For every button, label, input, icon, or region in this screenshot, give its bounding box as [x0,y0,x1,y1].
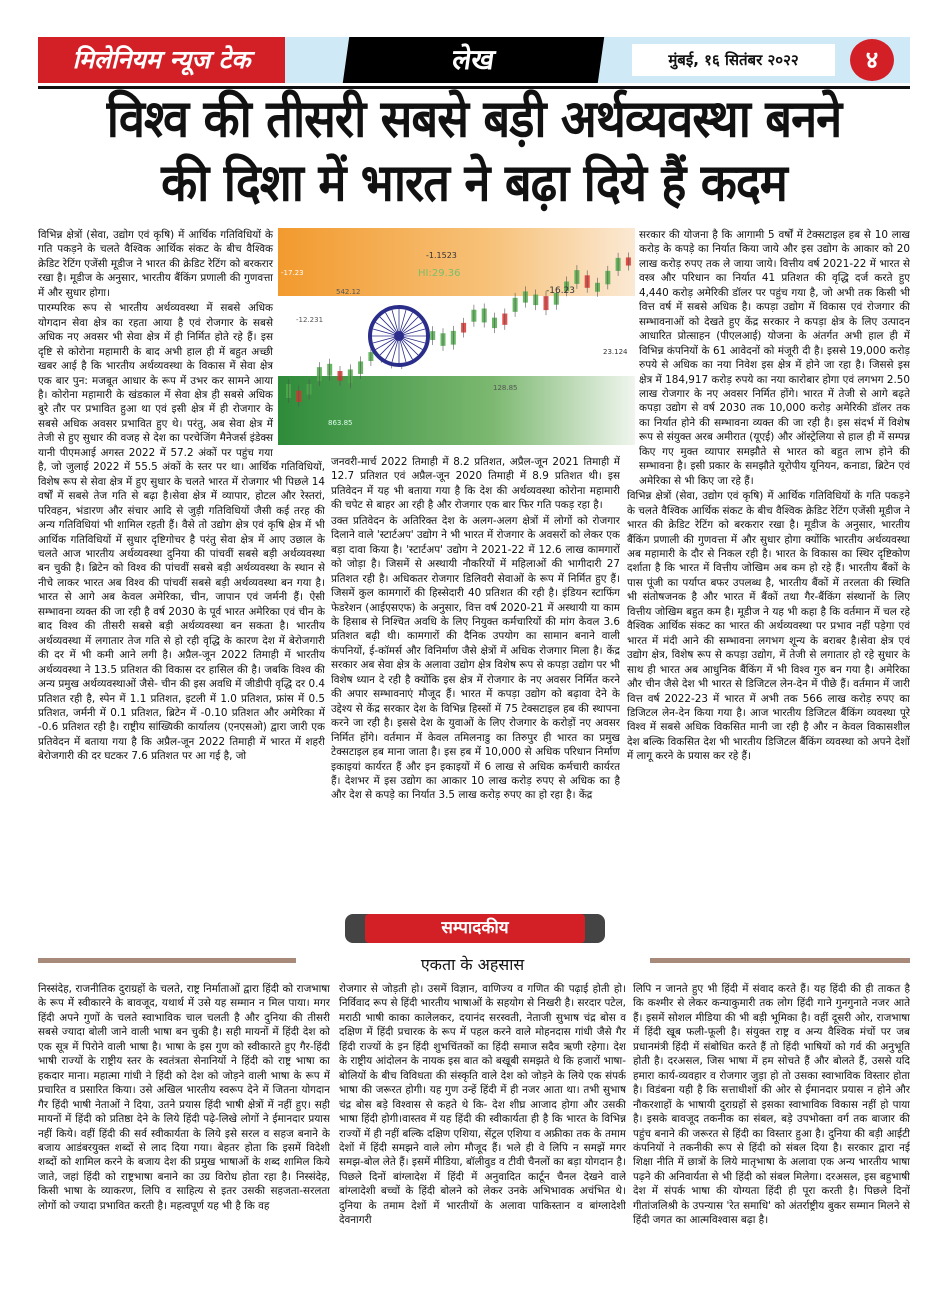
article-column-1 [38,228,325,906]
editorial-column-1 [38,982,330,1262]
paragraph: उक्त प्रतिवेदन के अतिरिक्त देश के अलग-अलग क्षेत्रों में लोगों को रोजगार दिलाने वाले 'स्टार्टअप' उद्योग ने भी भारत में रोजगार के अवसरों को लेकर एक बड़ा दावा किया है। 'स्टार्टअप' उद्योग ने 2021-22 में 12.6 लाख कामगारों को जोड़ा है। जिसमें से अस्थायी नौकरियों में महिलाओं की भागीदारी 27 प्रतिशत रही है। अधिकतर रोजगार डिलिवरी सेवाओं के रूप में निर्मित हुए हैं। जिसमें कुल कामगारों की हिस्सेदारी 40 प्रतिशत की रही है। इंडियन स्टाफिंग फेडरेशन (आईएसएफ) के अनुसार, वित्त वर्ष 2020-21 में अस्थायी या काम के हिसाब से निश्चित अवधि के लिए नियुक्त कर्मचारियों की मांग केवल 3.6 प्रतिशत बढ़ी थी। कामगारों की दैनिक उपयोग का सामान बनाने वाली कंपनियों, ई-कॉमर्स और विनिर्माण जैसे क्षेत्रों में अधिक रोजगार मिला है। केंद्र सरकार अब सेवा क्षेत्र के अलावा उद्योग क्षेत्र विशेष रूप से कपड़ा उद्योग पर भी विशेष ध्यान दे रही है क्योंकि इस क्षेत्र में रोजगार के नए अवसर निर्मित करने की अपार सम्भावनाएं मौजूद हैं। भारत में कपड़ा उद्योग को बढ़ावा देने के उद्देश्य से केंद्र सरकार देश के विभिन्न हिस्सों में 75 टेक्सटाइल हब की स्थापना करने जा रही है। इससे देश के युवाओं के लिए रोजगार के करोड़ों नए अवसर निर्मित होंगे। वर्तमान में केवल तमिलनाडु का तिरुपुर ही भारत का प्रमुख टेक्सटाइल हब माना जाता है। इस हब में 10,000 से अधिक परिधान निर्माण इकाइयां कार्यरत हैं और इन इकाइयों में 6 लाख से अधिक कर्मचारी कार्यरत हैं। देशभर में इस उद्योग का आकार 10 लाख करोड़ रुपए से अधिक का है और देश से कपड़े का निर्यात 3.5 लाख करोड़ रुपए का हो रहा है। केंद्र [331,514,620,802]
photo-label: 863.85 [328,419,353,427]
newspaper-logo: मिलेनियम न्यूज टेक [38,37,285,83]
divider [38,958,296,963]
editorial-banner [345,914,605,943]
photo-label: 128.85 [493,384,518,392]
india-flag-stock-chart-image [278,228,635,445]
issue-date: मुंबई, १६ सितंबर २०२२ [632,44,835,76]
article-column-2 [331,455,620,906]
paragraph: रोजगार से जोड़ती हो। उसमें विज्ञान, वाणिज्य व गणित की पढ़ाई होती हो। निर्विवाद रूप से हिंदी भारतीय भाषाओं के सहयोग से निखरी है। सरदार पटेल, मराठी भाषी काका कालेलकर, दयानंद सरस्वती, नेताजी सुभाष चंद्र बोस व दक्षिण में हिंदी प्रचारक के रूप में पहल करने वाले मोहनदास गांधी जैसे गैर हिंदी राज्यों के इन हिंदी शुभचिंतकों का हिंदी समाज सदैव ऋणी रहेगा। देश के राष्ट्रीय आंदोलन के नायक इस बात को बखूबी समझते थे कि हजारों भाषा-बोलियों के बीच विविधता की संस्कृति वाले देश को जोड़ने के लिये एक संपर्क भाषा की जरूरत होगी। यह गुण उन्हें हिंदी में ही नजर आता था। तभी सुभाष चंद्र बोस बड़े विश्वास से कहते थे कि- देश शीघ्र आजाद होगा और उसकी भाषा हिंदी होगी।वास्तव में यह हिंदी की स्वीकार्यता ही है कि भारत के विभिन्न राज्यों में ही नहीं बल्कि दक्षिण एशिया, सेंट्रल एशिया व अफ्रीका तक के तमाम देशों में हिंदी समझने वाले लोग मौजूद हैं। भले ही वे लिपि न समझें मगर समझ-बोल लेते हैं। इसमें मीडिया, बॉलीवुड व टीवी चैनलों का बड़ा योगदान है। पिछले दिनों बांग्लादेश में हिंदी में अनुवादित कार्टून चैनल देखने वाले बांग्लादेशी बच्चों के हिंदी बोलने को लेकर उनके अभिभावक अचंभित थे। दुनिया के तमाम देशों में भारतीयों के अलावा पाकिस्तान व बांग्लादेशी देवनागरी [339,983,626,1227]
headline-line: की दिशा में भारत ने बढ़ा दिये हैं कदम [161,153,787,214]
paragraph: विभिन्न क्षेत्रों (सेवा, उद्योग एवं कृषि) में आर्थिक गतिविधियों के गति पकड़ने के चलते वैश्विक आर्थिक संकट के बीच वैश्विक क्रेडिट रेटिंग एजेंसी मूडीज ने भारत की क्रेडिट रेटिंग को बरकरार रखा है। मूडीज के अनुसार, भारतीय बैंकिंग प्रणाली की गुणवत्ता में और सुधार होगा क्योंकि भारतीय अर्थव्यवस्था अब महामारी के दौर से निकल रही है। भारत के विकास का स्थिर दृष्टिकोण दर्शाता है कि भारत में वित्तीय जोखिम अब कम हो रहे हैं। भारतीय बैंकों के पास पूंजी का पर्याप्त बफर उपलब्ध है, भारतीय बैंकों में तरलता की स्थिति भी संतोषजनक है और भारत में बैंकों तथा गैर-बैंकिंग संस्थानों के लिए वित्तीय जोखिम बहुत कम है। मूडीज ने यह भी कहा है कि वर्तमान में चल रहे वैश्विक आर्थिक संकट का भारत की अर्थव्यवस्था पर प्रभाव नहीं पड़ेगा एवं भारत में मंदी आने की सम्भावना लगभग शून्य के बराबर है।सेवा क्षेत्र एवं उद्योग क्षेत्र, विशेष रूप से कपड़ा उद्योग, में तेजी से लगातार हो रहे सुधार के साथ ही भारत अब आधुनिक बैंकिंग में भी विश्व गुरु बन गया है। अमेरिका और चीन जैसे देश भी भारत से डिजिटल लेन-देन में पीछे हैं। वर्तमान में जारी वित्त वर्ष 2022-23 में भारत में अभी तक 566 लाख करोड़ रुपए का डिजिटल लेन-देन किया गया है। आज भारतीय डिजिटल बैंकिंग व्यवस्था पूरे विश्व में सबसे अधिक विकसित मानी जा रही है और न केवल विकासशील देश बल्कि विकसित देश भी भारतीय डिजिटल बैंकिंग व्यवस्था को अपने देशों में लागू करने के प्रयास कर रहे हैं। [627,490,910,763]
article-column-3 [627,228,910,906]
headline-line: विश्व की तीसरी सबसे बड़ी अर्थव्यवस्था बनने [106,89,842,150]
photo-label: 542.12 [336,288,361,296]
headline [38,88,910,216]
page-number: ४ [850,39,894,81]
paragraph: लिपि न जानते हुए भी हिंदी में संवाद करते हैं। यह हिंदी की ही ताकत है कि कश्मीर से लेकर कन्याकुमारी तक लोग हिंदी गाने गुनगुनाते नजर आते हैं। इसमें सोशल मीडिया की भी बड़ी भूमिका है। वहीं दूसरी ओर, राजभाषा में हिंदी खूब फली-फूली है। संयुक्त राष्ट्र व अन्य वैश्विक मंचों पर जब प्रधानमंत्री हिंदी में संबोधित करते हैं तो हिंदी भाषियों को गर्व की अनुभूति होती है। दरअसल, जिस भाषा में हम सोचते हैं और बोलते हैं, उससे यदि हमारा कार्य-व्यवहार व रोजगार जुड़ा हो तो उसका स्वाभाविक विस्तार होता है। विडंबना यही है कि सत्ताधीशों की ओर से ईमानदार प्रयास न होने और नौकरशाहों के भाषायी दुराग्रहों से इसका स्वाभाविक विकास नहीं हो पाया है। इसके बावजूद तकनीक का संबल, बड़े उपभोक्ता वर्ग तक बाजार की पहुंच बनाने की जरूरत से हिंदी का विस्तार हुआ है। दुनिया की बड़ी आईटी कंपनियों ने तकनीकी रूप से हिंदी को संबल दिया है। सरकार द्वारा नई शिक्षा नीति में छात्रों के लिये मातृभाषा के अलावा एक अन्य भारतीय भाषा पढ़ने की अनिवार्यता से भी हिंदी को संबल मिलेगा। दरअसल, इस बहुभाषी देश में संपर्क भाषा की योग्यता हिंदी ही पूरा करती है। पिछले दिनों गीतांजलिश्री के उपन्यास 'रेत समाधि' को अंतर्राष्ट्रीय बुकर सम्मान मिलने से हिंदी जगत का आत्मविश्वास बढ़ा है। [633,983,910,1227]
paragraph: विभिन्न क्षेत्रों (सेवा, उद्योग एवं कृषि) में आर्थिक गतिविधियों के गति पकड़ने के चलते वैश्विक आर्थिक संकट के बीच वैश्विक क्रेडिट रेटिंग एजेंसी मूडीज ने भारत की क्रेडिट रेटिंग को बरकरार रखा है। मूडीज के अनुसार, भारतीय बैंकिंग प्रणाली की गुणवत्ता में और सुधार होगा। [38,229,273,299]
editorial-column-2 [339,982,626,1262]
photo-label: -12.231 [296,316,324,324]
photo-label: HI:29.36 [418,268,461,279]
photo-label: -17.23 [281,269,304,277]
paragraph: पारम्परिक रूप से भारतीय अर्थव्यवस्था में सबसे अधिक योगदान सेवा क्षेत्र का रहता आया है एवं रोजगार के सबसे अधिक नए अवसर भी सेवा क्षेत्र में ही निर्मित होते रहे हैं। इस दृष्टि से कोरोना महामारी के बाद अभी हाल ही में बहुत अच्छी खबर आई है कि भारतीय अर्थव्यवस्था के विकास में सेवा क्षेत्र एक बार पुन: मजबूत आधार के रूप में उभर कर सामने आया है। कोरोना महामारी के खंडकाल में सेवा क्षेत्र ही सबसे अधिक बुरे तौर पर प्रभावित हुआ था एवं इसी क्षेत्र में ही रोजगार के सबसे अधिक अवसर प्रभावित हुए थे। परंतु, अब सेवा क्षेत्र में तेजी से हुए सुधार की वजह से देश का परचेजिंग मैनेजर्स इंडेक्स यानी पीएमआई अगस्त 2022 में 57.2 अंकों पर पहुंच गया है, जो जुलाई 2022 में 55.5 अंकों के स्तर पर था। आर्थिक गतिविधियों, विशेष रूप से सेवा क्षेत्र में हुए सुधार के चलते भारत में रोजगार भी पिछले 14 वर्षों में सबसे तेज गति से बढ़ा है।सेवा क्षेत्र में व्यापार, होटल और रेस्तरां, परिवहन, भंडारण और संचार आदि से जुड़ी गतिविधियों जैसी कई तरह की अन्य गतिविधियां भी शामिल रहती हैं। वैसे तो उद्योग क्षेत्र एवं कृषि क्षेत्र में भी आर्थिक गतिविधियों में सुधार दृष्टिगोचर है परंतु सेवा क्षेत्र में आए उछाल के चलते आज भारतीय अर्थव्यवस्था दुनिया की पांचवीं सबसे बड़ी अर्थव्यवस्था बन चुकी है। ब्रिटेन को विश्व की पांचवीं सबसे बड़ी अर्थव्यवस्था के स्थान से नीचे लाकर भारत अब विश्व की पांचवीं सबसे बड़ी अर्थव्यवस्था बन गया है। भारत से आगे अब केवल अमेरिका, चीन, जापान एवं जर्मनी हैं। ऐसी सम्भावना व्यक्त की जा रही है वर्ष 2030 के पूर्व भारत अमेरिका एवं चीन के बाद विश्व की तीसरी सबसे बड़ी अर्थव्यवस्था बन सकता है। भारतीय अर्थव्यवस्था में लगातार तेज गति से हो रही वृद्धि के कारण देश में बेरोजगारी की दर में भी कमी आने लगी है। अप्रैल-जून 2022 तिमाही में भारतीय अर्थव्यवस्था ने 13.5 प्रतिशत की विकास दर हासिल की है। जबकि विश्व की अन्य प्रमुख अर्थव्यवस्थाओं जैसे- चीन की इस अवधि में जीडीपी वृद्धि दर 0.4 प्रतिशत रही है, स्पेन में 1.1 प्रतिशत, इटली में 1.0 प्रतिशत, फ्रांस में 0.5 प्रतिशत, जर्मनी में 0.1 प्रतिशत, ब्रिटेन में -0.10 प्रतिशत और अमेरिका में -0.6 प्रतिशत रही है। राष्ट्रीय सांख्यिकी कार्यालय (एनएसओ) द्वारा जारी एक प्रतिवेदन में बताया गया है कि अप्रैल-जून 2022 तिमाही में भारत में शहरी बेरोजगारी की दर घटकर 7.6 प्रतिशत पर आ गई है, जो [38,302,325,763]
photo-label: -16.23 [546,286,576,296]
divider [650,958,910,963]
paragraph: जनवरी-मार्च 2022 तिमाही में 8.2 प्रतिशत, अप्रैल-जून 2021 तिमाही में 12.7 प्रतिशत एवं अप्रैल-जून 2020 तिमाही में 8.9 प्रतिशत थी। इस प्रतिवेदन में यह भी बताया गया है कि देश की अर्थव्यवस्था कोरोना महामारी की चपेट से बाहर आ रही है और रोजगार एक बार फिर गति पकड़ रहा है। [331,456,620,512]
photo-label: 23.124 [603,348,628,356]
masthead [38,37,910,83]
section-label: लेख [343,37,604,83]
article-photo [278,228,635,445]
paragraph: सरकार की योजना है कि आगामी 5 वर्षों में टेक्सटाइल हब से 10 लाख करोड़ के कपड़े का निर्यात किया जाये और इस उद्योग के आकार को 20 लाख करोड़ रुपए तक ले जाया जाये। वित्तीय वर्ष 2021-22 में भारत से वस्त्र और परिधान का निर्यात 41 प्रतिशत की वृद्धि दर्ज करते हुए 4,440 करोड़ अमेरिकी डॉलर पर पहुंच गया है, जो अभी तक किसी भी वित्त वर्ष में सबसे अधिक है। कपड़ा उद्योग में विकास एवं रोजगार की सम्भावनाओं को देखते हुए केंद्र सरकार ने कपड़ा क्षेत्र के लिए उत्पादन आधारित प्रोत्साहन (पीएलआई) योजना के अंतर्गत अभी हाल ही में विभिन्न कंपनियों के 61 आवेदनों को मंजूरी दी है। इससे 19,000 करोड़ रुपये से अधिक का नया निवेश इस क्षेत्र में होने जा रहा है। जिससे इस क्षेत्र में 184,917 करोड़ रुपये का नया कारोबार होगा एवं लगभग 2.50 लाख रोजगार के नए अवसर निर्मित होंगे। भारत में तेजी से आगे बढ़ते कपड़ा उद्योग से वर्ष 2030 तक 10,000 करोड़ अमेरिकी डॉलर तक का निर्यात होने की सम्भावना व्यक्त की जा रही है। इस संदर्भ में विशेष रूप से संयुक्त अरब अमीरात (यूएई) और ऑस्ट्रेलिया से हाल ही में सम्पन्न किए गए मुक्त व्यापार समझौते से भारत को बहुत लाभ होने की सम्भावना है। इसी प्रकार के समझौते यूरोपीय यूनियन, कनाडा, ब्रिटेन एवं अमेरिका से भी किए जा रहे हैं। [639,229,910,487]
photo-label: -1.1523 [426,251,457,260]
editorial-title: एकता के अहसास [420,955,525,974]
editorial-column-3 [633,982,910,1262]
editorial-label: सम्पादकीय [365,914,585,943]
paragraph: निस्संदेह, राजनीतिक दुराग्रहों के चलते, राष्ट्र निर्माताओं द्वारा हिंदी को राजभाषा के रूप में स्वीकारने के बावजूद, यथार्थ में उसे यह सम्मान न मिल पाया। मगर हिंदी अपने गुणों के चलते स्वाभाविक चाल चलती है और दुनिया की तीसरी सबसे ज्यादा बोली जाने वाली भाषा बन चुकी है। सही मायनों में हिंदी देश को एक सूत्र में पिरोने वाली भाषा है। भाषा के इस गुण को स्वीकारते हुए गैर-हिंदी भाषी राज्यों के राष्ट्रीय स्तर के स्वतंत्रता सेनानियों ने हिंदी को राष्ट्र भाषा का हकदार माना। महात्मा गांधी ने हिंदी को देश को जोड़ने वाली भाषा के रूप में प्रचारित व प्रसारित किया। उसे अखिल भारतीय स्वरूप देने में जितना योगदान गैर हिंदी भाषी नेताओं ने दिया, उतने प्रयास हिंदी भाषी क्षेत्रों में नहीं हुए। सही मायनों में हिंदी को प्रतिष्ठा देने के लिये हिंदी पढ़े-लिखे लोगों ने ईमानदार प्रयास नहीं किये। वहीं हिंदी की सर्व स्वीकार्यता के लिये इसे सरल व सहज बनाने के बजाय आडंबरयुक्त शब्दों से लाद दिया गया। बेहतर होता कि इसमें विदेशी शब्दों को शामिल करने के बजाय देश की प्रमुख भाषाओं के शब्द शामिल किये जाते, जहां हिंदी को राष्ट्रभाषा बनाने का उग्र विरोध होता रहा है। निस्संदेह, किसी भाषा के व्याकरण, लिपि व साहित्य से इतर उसकी सहजता-सरलता लोगों को ज्यादा प्रभावित करती है। महत्वपूर्ण यह भी है कि वह [38,983,330,1212]
